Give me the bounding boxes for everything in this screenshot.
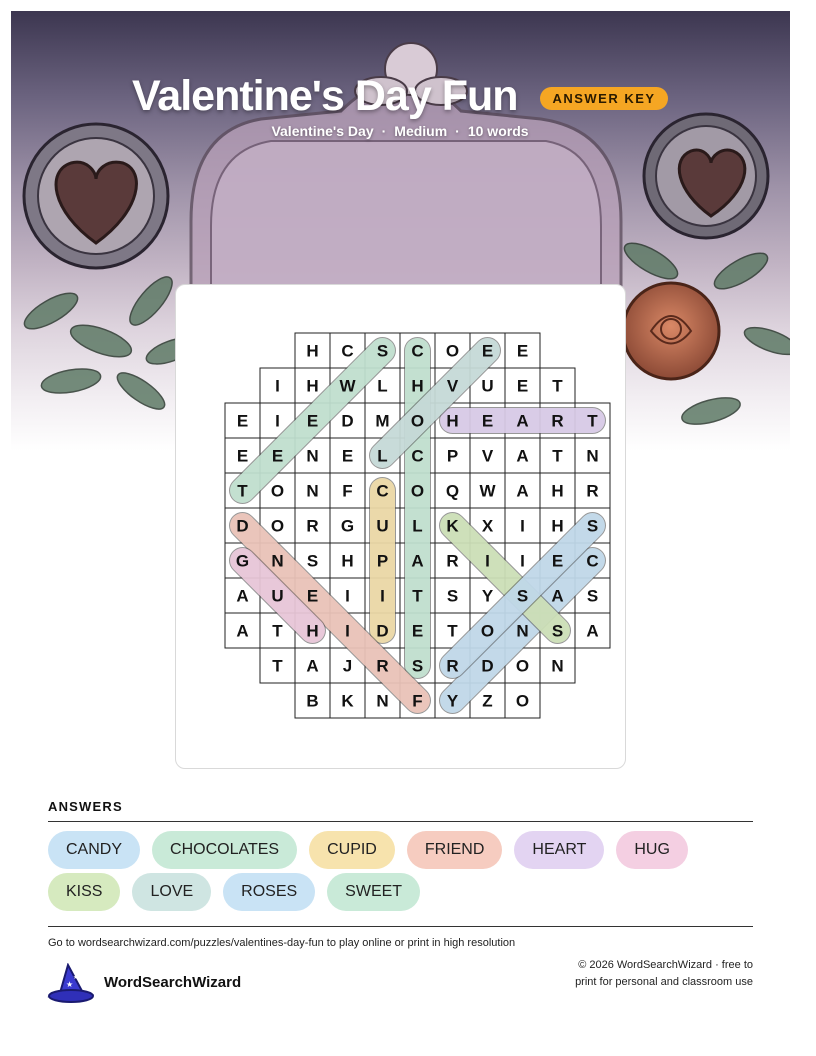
grid-letter: G [235, 551, 250, 571]
grid-letter: O [410, 481, 425, 501]
grid-letter: T [447, 621, 458, 641]
copyright-notice: © 2026 WordSearchWizard · free to print for personal and classroom use [575, 959, 753, 988]
grid-letter: T [552, 446, 563, 466]
grid-letter: I [345, 621, 350, 641]
grid-letter: H [411, 376, 424, 396]
grid-letter: M [375, 411, 390, 431]
grid-letter: O [515, 691, 530, 711]
grid-letter: S [411, 656, 424, 676]
grid-letter: C [376, 481, 389, 501]
grid-letter: T [272, 656, 283, 676]
grid-letter: T [552, 376, 563, 396]
grid-letter: H [341, 551, 354, 571]
grid-letter: R [306, 516, 319, 536]
grid-letter: T [272, 621, 283, 641]
grid-letter: E [236, 446, 249, 466]
grid-letter: S [446, 586, 459, 606]
grid-letter: I [520, 551, 525, 571]
grid-letter: T [237, 481, 248, 501]
answer-list [48, 831, 768, 915]
grid-letter: E [551, 551, 564, 571]
grid-letter: H [306, 621, 319, 641]
grid-letter: T [412, 586, 423, 606]
grid-letter: W [339, 376, 356, 396]
grid-letter: D [481, 656, 494, 676]
answer-chip: HEART [514, 831, 604, 869]
brand-name: WordSearchWizard [104, 974, 242, 991]
grid-letter: E [481, 341, 494, 361]
wizard-hat-icon [46, 963, 94, 1005]
grid-letter: R [446, 656, 459, 676]
answer-chip: CHOCOLATES [152, 831, 297, 869]
grid-letter: O [270, 516, 285, 536]
grid-letter: H [551, 481, 564, 501]
svg-text:★: ★ [66, 980, 74, 989]
answer-row [48, 873, 768, 911]
grid-letter: O [270, 481, 285, 501]
grid-letter: R [376, 656, 389, 676]
grid-letter: O [480, 621, 495, 641]
grid-letter: A [236, 621, 249, 641]
grid-letter: H [551, 516, 564, 536]
grid-letter: F [412, 691, 423, 711]
grid-letter: G [340, 516, 355, 536]
grid-letter: C [411, 446, 424, 466]
grid-letter: S [376, 341, 389, 361]
grid-letter: S [586, 516, 599, 536]
grid-letter: Y [481, 586, 494, 606]
grid-letter: R [551, 411, 564, 431]
meta-separator: · [455, 123, 460, 139]
grid-letter: P [446, 446, 459, 466]
grid-letter: I [520, 516, 525, 536]
grid-letter: C [586, 551, 599, 571]
grid-letter: U [376, 516, 389, 536]
grid-letter: O [410, 411, 425, 431]
grid-letter: A [516, 481, 529, 501]
grid-letter: H [306, 376, 319, 396]
grid-letter: K [446, 516, 459, 536]
grid-letter: N [586, 446, 599, 466]
grid-letter: A [586, 621, 599, 641]
answer-chip: HUG [616, 831, 688, 869]
grid-letter: C [411, 341, 424, 361]
grid-letter: A [236, 586, 249, 606]
footer-link[interactable]: Go to wordsearchwizard.com/puzzles/valentines-day-fun to play online or print in high resolution [48, 937, 516, 949]
grid-letter: N [271, 551, 284, 571]
answer-chip: KISS [48, 873, 120, 911]
grid-letter: A [551, 586, 564, 606]
grid-letter: H [306, 341, 319, 361]
grid-letter: E [411, 621, 424, 641]
meta-word-count: 10 words [467, 123, 529, 139]
grid-letter: E [271, 446, 284, 466]
grid-letter: X [481, 516, 494, 536]
grid-letter: K [341, 691, 354, 711]
grid-letter: E [236, 411, 249, 431]
grid-letter: A [516, 446, 529, 466]
grid-letter: N [306, 446, 319, 466]
answer-chip: LOVE [132, 873, 211, 911]
grid-letter: W [479, 481, 496, 501]
grid-letter: O [515, 656, 530, 676]
answer-chip: FRIEND [407, 831, 503, 869]
grid-letter: N [376, 691, 389, 711]
page-title: Valentine's Day Fun [132, 72, 518, 120]
answer-key-badge: ANSWER KEY [540, 87, 668, 110]
grid-letter: R [446, 551, 459, 571]
answers-heading: ANSWERS [48, 799, 123, 814]
grid-letter: T [587, 411, 598, 431]
grid-letter: L [377, 446, 388, 466]
grid-letter: I [485, 551, 490, 571]
footer-divider [48, 926, 753, 927]
grid-letter: N [551, 656, 564, 676]
answer-chip: SWEET [327, 873, 420, 911]
answer-chip: CUPID [309, 831, 395, 869]
meta-theme: Valentine's Day [271, 123, 374, 139]
grid-letter: Y [446, 691, 459, 711]
grid-letter: B [306, 691, 319, 711]
grid-letter: Z [482, 691, 493, 711]
grid-letter: L [412, 516, 423, 536]
grid-letter: D [236, 516, 249, 536]
grid-letter: I [275, 411, 280, 431]
grid-letter: I [275, 376, 280, 396]
answer-row [48, 831, 768, 869]
answer-chip: CANDY [48, 831, 140, 869]
grid-letter: U [271, 586, 284, 606]
grid-letter: N [306, 481, 319, 501]
grid-letter: N [516, 621, 529, 641]
grid-letter: Q [445, 481, 460, 501]
grid-letter: E [306, 411, 319, 431]
grid-letter: I [345, 586, 350, 606]
svg-text:★: ★ [73, 974, 79, 981]
grid-letter: E [516, 376, 529, 396]
answer-chip: ROSES [223, 873, 315, 911]
grid-letter: E [341, 446, 354, 466]
grid-letter: S [586, 586, 599, 606]
grid-letter: A [411, 551, 424, 571]
grid-letter: U [481, 376, 494, 396]
grid-letter: S [551, 621, 564, 641]
grid-letter: L [377, 376, 388, 396]
grid-letter: D [376, 621, 389, 641]
grid-letter: C [341, 341, 354, 361]
grid-letter: D [341, 411, 354, 431]
grid-letter: V [446, 376, 459, 396]
grid-letter: E [306, 586, 319, 606]
grid-letter: I [380, 586, 385, 606]
grid-letter: O [445, 341, 460, 361]
grid-letter: J [342, 656, 353, 676]
grid-letter: S [306, 551, 319, 571]
grid-letter: R [586, 481, 599, 501]
grid-letter: S [516, 586, 529, 606]
grid-letter: P [376, 551, 389, 571]
grid-letter: E [516, 341, 529, 361]
grid-letter: H [446, 411, 459, 431]
meta-difficulty: Medium [394, 123, 448, 139]
grid-letter: E [481, 411, 494, 431]
answers-divider [48, 821, 753, 822]
grid-letter: A [516, 411, 529, 431]
meta-separator: · [381, 123, 387, 139]
grid-letter: F [342, 481, 353, 501]
grid-letter: A [306, 656, 319, 676]
grid-letter: V [481, 446, 494, 466]
